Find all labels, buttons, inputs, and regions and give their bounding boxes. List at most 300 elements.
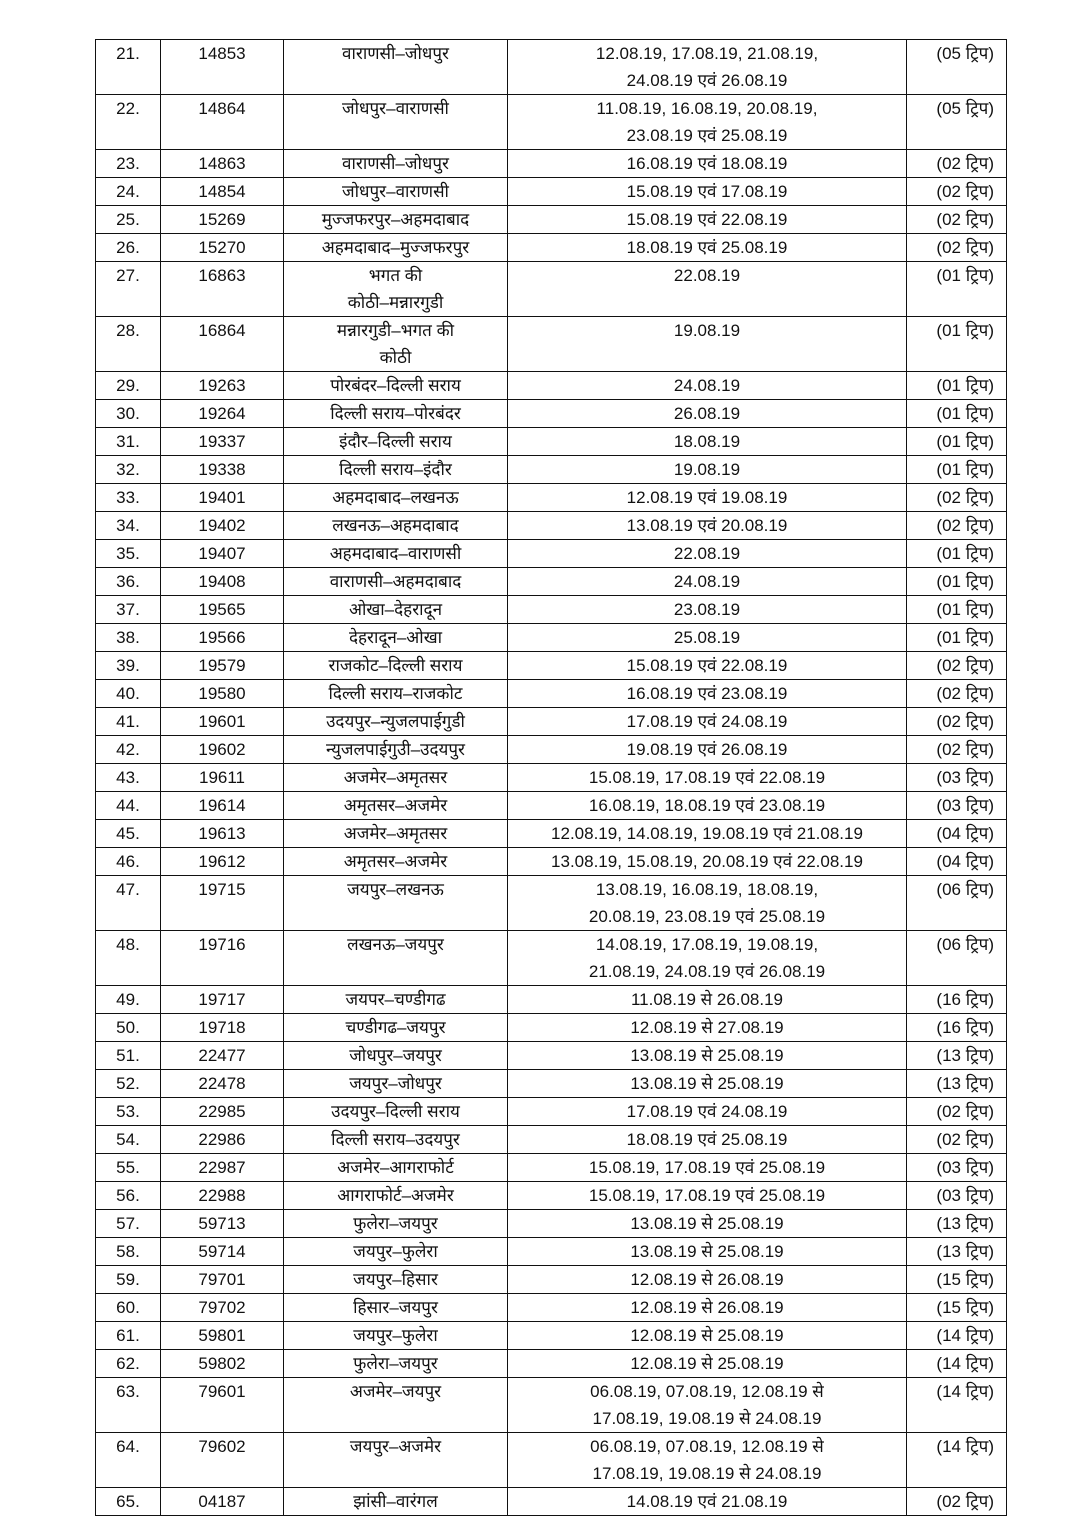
date-line: 13.08.19, 15.08.19, 20.08.19 एवं 22.08.19 [551,852,863,871]
serial-number: 23. [96,150,161,178]
trip-count: (06 ट्रिप) [907,876,1007,931]
date-line: 15.08.19 एवं 22.08.19 [626,210,788,229]
trip-count: (14 ट्रिप) [907,1433,1007,1488]
route [284,317,508,372]
route: ओखा–देहरादून [284,596,508,624]
run-dates [508,1266,907,1294]
table-row [96,1042,1007,1070]
route: जयपुर–फुलेरा [284,1238,508,1266]
date-line: 16.08.19 एवं 18.08.19 [626,154,788,173]
run-dates [508,596,907,624]
trip-count: (15 ट्रिप) [907,1266,1007,1294]
run-dates [508,512,907,540]
run-dates [508,1294,907,1322]
route: लखनऊ–जयपुर [284,931,508,986]
trip-count: (02 ट्रिप) [907,1098,1007,1126]
run-dates [508,178,907,206]
trip-count: (02 ट्रिप) [907,512,1007,540]
run-dates [508,95,907,150]
route: अहमदाबाद–लखनऊ [284,484,508,512]
train-number: 14854 [161,178,284,206]
table-row [96,876,1007,931]
run-dates [508,1433,907,1488]
run-dates [508,820,907,848]
route: जोधपुर–वाराणसी [284,95,508,150]
route: दिल्ली सराय–इंदौर [284,456,508,484]
table-row [96,596,1007,624]
run-dates [508,40,907,95]
date-line: 13.08.19 से 25.08.19 [630,1046,784,1065]
route-line: भगत की [368,266,423,285]
route: अहमदाबाद–वाराणसी [284,540,508,568]
train-number: 19337 [161,428,284,456]
trip-count: (04 ट्रिप) [907,848,1007,876]
trip-count: (03 ट्रिप) [907,764,1007,792]
serial-number: 37. [96,596,161,624]
route: जयपुर–जोधपुर [284,1070,508,1098]
serial-number: 25. [96,206,161,234]
date-line: 12.08.19 से 25.08.19 [630,1326,784,1345]
train-number: 14864 [161,95,284,150]
train-number: 79701 [161,1266,284,1294]
trip-count: (15 ट्रिप) [907,1294,1007,1322]
table-row [96,736,1007,764]
serial-number: 62. [96,1350,161,1378]
train-number: 19402 [161,512,284,540]
table-row [96,1154,1007,1182]
serial-number: 46. [96,848,161,876]
train-number: 19614 [161,792,284,820]
train-number: 19264 [161,400,284,428]
trip-count: (02 ट्रिप) [907,708,1007,736]
train-schedule-table [95,39,1007,1516]
serial-number: 21. [96,40,161,95]
run-dates [508,1182,907,1210]
train-number: 16864 [161,317,284,372]
serial-number: 26. [96,234,161,262]
route: जयपुर–हिसार [284,1266,508,1294]
serial-number: 57. [96,1210,161,1238]
trip-count: (01 ट्रिप) [907,456,1007,484]
table-row [96,484,1007,512]
train-number: 79702 [161,1294,284,1322]
trip-count: (03 ट्रिप) [907,1182,1007,1210]
route: मुज्जफरपुर–अहमदाबाद [284,206,508,234]
date-line: 12.08.19 एवं 19.08.19 [626,488,788,507]
table-row [96,680,1007,708]
route: अहमदाबाद–मुज्जफरपुर [284,234,508,262]
run-dates [508,1070,907,1098]
date-line: 12.08.19 से 26.08.19 [630,1298,784,1317]
serial-number: 49. [96,986,161,1014]
trip-count: (02 ट्रिप) [907,680,1007,708]
run-dates [508,652,907,680]
date-line: 18.08.19 एवं 25.08.19 [626,238,788,257]
train-number: 79602 [161,1433,284,1488]
table-row [96,40,1007,95]
table-row [96,428,1007,456]
trip-count: (01 ट्रिप) [907,596,1007,624]
serial-number: 61. [96,1322,161,1350]
serial-number: 53. [96,1098,161,1126]
table-row [96,764,1007,792]
serial-number: 64. [96,1433,161,1488]
date-line: 15.08.19 एवं 17.08.19 [626,182,788,201]
table-row [96,234,1007,262]
table-row [96,1098,1007,1126]
trip-count: (01 ट्रिप) [907,428,1007,456]
table-row [96,792,1007,820]
train-number: 19579 [161,652,284,680]
date-line: 19.08.19 [673,321,741,340]
date-line: 26.08.19 [673,404,741,423]
table-row [96,1350,1007,1378]
trip-count: (01 ट्रिप) [907,540,1007,568]
table-row [96,1266,1007,1294]
run-dates [508,317,907,372]
train-number: 19263 [161,372,284,400]
run-dates [508,234,907,262]
trip-count: (05 ट्रिप) [907,95,1007,150]
date-line: 06.08.19, 07.08.19, 12.08.19 से [590,1382,824,1401]
train-number: 14853 [161,40,284,95]
trip-count: (01 ट्रिप) [907,262,1007,317]
train-number: 22477 [161,1042,284,1070]
date-line: 24.08.19 [673,572,741,591]
serial-number: 48. [96,931,161,986]
date-line: 25.08.19 [673,628,741,647]
train-number: 19580 [161,680,284,708]
table-row [96,372,1007,400]
run-dates [508,262,907,317]
trip-count: (02 ट्रिप) [907,150,1007,178]
train-number: 15270 [161,234,284,262]
date-line: 16.08.19 एवं 23.08.19 [626,684,788,703]
route: देहरादून–ओखा [284,624,508,652]
date-line: 23.08.19 एवं 25.08.19 [626,126,788,145]
table-row [96,400,1007,428]
serial-number: 50. [96,1014,161,1042]
train-number: 22987 [161,1154,284,1182]
route: अजमेर–अमृतसर [284,820,508,848]
route: अजमेर–अमृतसर [284,764,508,792]
run-dates [508,624,907,652]
serial-number: 41. [96,708,161,736]
route: अजमेर–आगराफोर्ट [284,1154,508,1182]
route-line: मन्नारगुडी–भगत की [336,321,455,340]
run-dates [508,540,907,568]
route: वाराणसी–जोधपुर [284,40,508,95]
route: अमृतसर–अजमेर [284,848,508,876]
run-dates [508,1322,907,1350]
route: दिल्ली सराय–राजकोट [284,680,508,708]
trip-count: (06 ट्रिप) [907,931,1007,986]
route: हिसार–जयपुर [284,1294,508,1322]
date-line: 12.08.19 से 27.08.19 [630,1018,784,1037]
train-number: 22986 [161,1126,284,1154]
table-row [96,95,1007,150]
train-number: 15269 [161,206,284,234]
date-line: 12.08.19, 17.08.19, 21.08.19, [595,44,819,63]
serial-number: 45. [96,820,161,848]
trip-count: (14 ट्रिप) [907,1378,1007,1433]
table-row [96,568,1007,596]
trip-count: (13 ट्रिप) [907,1210,1007,1238]
train-number: 04187 [161,1488,284,1516]
trip-count: (01 ट्रिप) [907,372,1007,400]
table-row [96,1014,1007,1042]
date-line: 12.08.19, 14.08.19, 19.08.19 एवं 21.08.19 [551,824,863,843]
serial-number: 40. [96,680,161,708]
table-row [96,708,1007,736]
train-number: 19715 [161,876,284,931]
serial-number: 30. [96,400,161,428]
train-number: 59802 [161,1350,284,1378]
table-row [96,1182,1007,1210]
trip-count: (01 ट्रिप) [907,400,1007,428]
table-row [96,512,1007,540]
run-dates [508,986,907,1014]
route: वाराणसी–अहमदाबाद [284,568,508,596]
route: चण्डीगढ–जयपुर [284,1014,508,1042]
table-row [96,1210,1007,1238]
trip-count: (01 ट्रिप) [907,624,1007,652]
table-row [96,820,1007,848]
train-number: 19602 [161,736,284,764]
train-number: 16863 [161,262,284,317]
run-dates [508,1238,907,1266]
run-dates [508,708,907,736]
serial-number: 65. [96,1488,161,1516]
trip-count: (03 ट्रिप) [907,1154,1007,1182]
serial-number: 28. [96,317,161,372]
run-dates [508,764,907,792]
date-line: 16.08.19, 18.08.19 एवं 23.08.19 [588,796,826,815]
date-line: 15.08.19, 17.08.19 एवं 25.08.19 [588,1158,826,1177]
serial-number: 58. [96,1238,161,1266]
train-number: 19613 [161,820,284,848]
run-dates [508,150,907,178]
serial-number: 52. [96,1070,161,1098]
trip-count: (02 ट्रिप) [907,736,1007,764]
run-dates [508,1350,907,1378]
serial-number: 39. [96,652,161,680]
route: जयपुर–फुलेरा [284,1322,508,1350]
run-dates [508,1488,907,1516]
serial-number: 27. [96,262,161,317]
train-number: 22988 [161,1182,284,1210]
run-dates [508,484,907,512]
serial-number: 33. [96,484,161,512]
date-line: 20.08.19, 23.08.19 एवं 25.08.19 [588,907,826,926]
date-line: 17.08.19 एवं 24.08.19 [626,1102,788,1121]
train-number: 19601 [161,708,284,736]
route: दिल्ली सराय–पोरबंदर [284,400,508,428]
route: लखनऊ–अहमदाबाद [284,512,508,540]
date-line: 24.08.19 [673,376,741,395]
route: जोधपुर–जयपुर [284,1042,508,1070]
trip-count: (02 ट्रिप) [907,206,1007,234]
train-number: 59714 [161,1238,284,1266]
serial-number: 36. [96,568,161,596]
serial-number: 43. [96,764,161,792]
date-line: 17.08.19, 19.08.19 से 24.08.19 [592,1464,822,1483]
serial-number: 35. [96,540,161,568]
table-row [96,652,1007,680]
date-line: 11.08.19 से 26.08.19 [630,990,784,1009]
serial-number: 38. [96,624,161,652]
train-number: 79601 [161,1378,284,1433]
train-number: 22478 [161,1070,284,1098]
train-number: 19401 [161,484,284,512]
serial-number: 55. [96,1154,161,1182]
trip-count: (03 ट्रिप) [907,792,1007,820]
date-line: 22.08.19 [673,544,741,563]
table-row [96,206,1007,234]
table-row [96,150,1007,178]
serial-number: 42. [96,736,161,764]
date-line: 13.08.19 से 25.08.19 [630,1242,784,1261]
table-row [96,456,1007,484]
run-dates [508,428,907,456]
train-number: 19338 [161,456,284,484]
run-dates [508,1154,907,1182]
train-number: 59801 [161,1322,284,1350]
serial-number: 44. [96,792,161,820]
run-dates [508,568,907,596]
trip-count: (04 ट्रिप) [907,820,1007,848]
table-row [96,178,1007,206]
table-row [96,1378,1007,1433]
trip-count: (01 ट्रिप) [907,568,1007,596]
route: जयपुर–अजमेर [284,1433,508,1488]
run-dates [508,931,907,986]
run-dates [508,372,907,400]
trip-count: (02 ट्रिप) [907,652,1007,680]
table-row [96,1322,1007,1350]
run-dates [508,876,907,931]
trip-count: (01 ट्रिप) [907,317,1007,372]
serial-number: 34. [96,512,161,540]
table-row [96,1433,1007,1488]
run-dates [508,1042,907,1070]
table-row [96,1294,1007,1322]
date-line: 12.08.19 से 25.08.19 [630,1354,784,1373]
trip-count: (16 ट्रिप) [907,986,1007,1014]
train-number: 14863 [161,150,284,178]
route: जोधपुर–वाराणसी [284,178,508,206]
date-line: 15.08.19, 17.08.19 एवं 25.08.19 [588,1186,826,1205]
trip-count: (13 ट्रिप) [907,1070,1007,1098]
route: जयपर–चण्डीगढ [284,986,508,1014]
table-body [96,40,1007,1516]
trip-count: (02 ट्रिप) [907,1126,1007,1154]
trip-count: (13 ट्रिप) [907,1042,1007,1070]
trip-count: (14 ट्रिप) [907,1322,1007,1350]
date-line: 13.08.19 से 25.08.19 [630,1214,784,1233]
route: फुलेरा–जयपुर [284,1350,508,1378]
serial-number: 51. [96,1042,161,1070]
route-line: कोठी–मन्नारगुडी [347,293,444,312]
table-row [96,1126,1007,1154]
train-number: 19407 [161,540,284,568]
date-line: 17.08.19, 19.08.19 से 24.08.19 [592,1409,822,1428]
date-line: 11.08.19, 16.08.19, 20.08.19, [596,99,818,118]
train-number: 19611 [161,764,284,792]
date-line: 15.08.19, 17.08.19 एवं 22.08.19 [588,768,826,787]
date-line: 13.08.19, 16.08.19, 18.08.19, [595,880,819,899]
route: फुलेरा–जयपुर [284,1210,508,1238]
date-line: 23.08.19 [673,600,741,619]
serial-number: 59. [96,1266,161,1294]
date-line: 18.08.19 एवं 25.08.19 [626,1130,788,1149]
trip-count: (02 ट्रिप) [907,234,1007,262]
table-row [96,540,1007,568]
run-dates [508,206,907,234]
date-line: 13.08.19 से 25.08.19 [630,1074,784,1093]
table-row [96,931,1007,986]
route: इंदौर–दिल्ली सराय [284,428,508,456]
serial-number: 60. [96,1294,161,1322]
table-row [96,1070,1007,1098]
route: न्युजलपाईगुउी–उदयपुर [284,736,508,764]
run-dates [508,792,907,820]
train-number: 19717 [161,986,284,1014]
trip-count: (02 ट्रिप) [907,1488,1007,1516]
date-line: 21.08.19, 24.08.19 एवं 26.08.19 [588,962,826,981]
date-line: 14.08.19, 17.08.19, 19.08.19, [595,935,819,954]
trip-count: (16 ट्रिप) [907,1014,1007,1042]
trip-count: (05 ट्रिप) [907,40,1007,95]
table-row [96,1238,1007,1266]
run-dates [508,1378,907,1433]
route-line: कोठी [379,348,412,367]
run-dates [508,1210,907,1238]
date-line: 14.08.19 एवं 21.08.19 [626,1492,788,1511]
run-dates [508,736,907,764]
table-row [96,317,1007,372]
date-line: 12.08.19 से 26.08.19 [630,1270,784,1289]
route: उदयपुर–दिल्ली सराय [284,1098,508,1126]
train-number: 19612 [161,848,284,876]
serial-number: 47. [96,876,161,931]
table-row [96,848,1007,876]
run-dates [508,1126,907,1154]
train-number: 19565 [161,596,284,624]
date-line: 15.08.19 एवं 22.08.19 [626,656,788,675]
date-line: 18.08.19 [673,432,741,451]
trip-count: (02 ट्रिप) [907,178,1007,206]
trip-count: (14 ट्रिप) [907,1350,1007,1378]
run-dates [508,680,907,708]
route: दिल्ली सराय–उदयपुर [284,1126,508,1154]
date-line: 19.08.19 [673,460,741,479]
date-line: 19.08.19 एवं 26.08.19 [626,740,788,759]
serial-number: 29. [96,372,161,400]
train-number: 19566 [161,624,284,652]
table-row [96,262,1007,317]
train-number: 19718 [161,1014,284,1042]
date-line: 24.08.19 एवं 26.08.19 [626,71,788,90]
serial-number: 31. [96,428,161,456]
train-number: 19408 [161,568,284,596]
serial-number: 54. [96,1126,161,1154]
route: जयपुर–लखनऊ [284,876,508,931]
table-row [96,1488,1007,1516]
route: पोरबंदर–दिल्ली सराय [284,372,508,400]
serial-number: 22. [96,95,161,150]
run-dates [508,1098,907,1126]
